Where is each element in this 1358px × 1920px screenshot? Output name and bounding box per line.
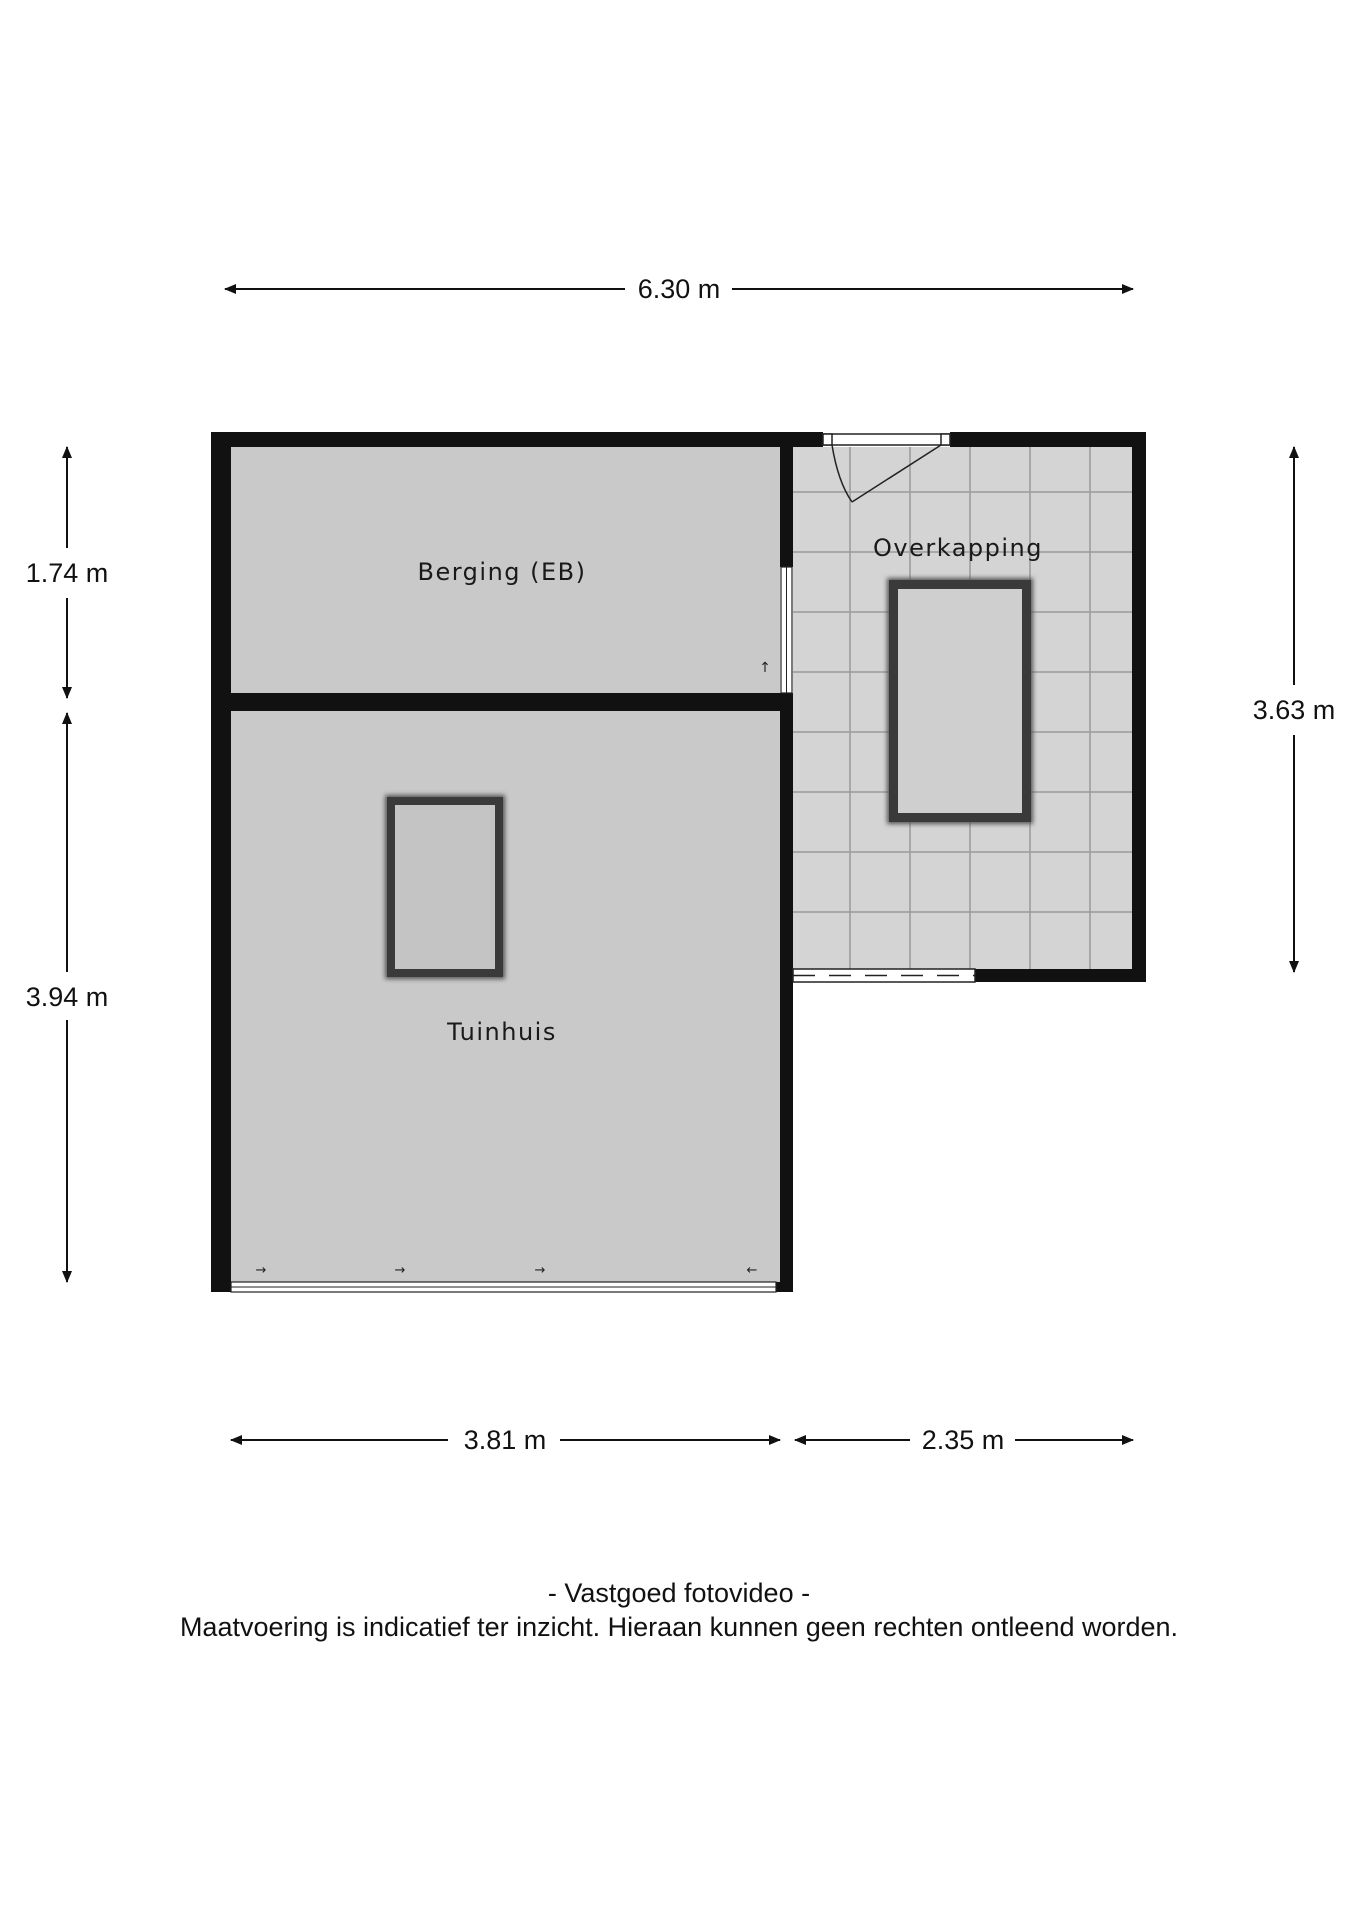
- arrow-right-icon: →: [394, 1263, 406, 1278]
- dimension-right-label: 3.63 m: [1252, 695, 1336, 725]
- dimension-left-upper-label: 1.74 m: [25, 558, 109, 588]
- arrow-left-icon: ←: [746, 1263, 758, 1278]
- arrow-right-icon: →: [534, 1263, 546, 1278]
- footer-disclaimer: Maatvoering is indicatief ter inzicht. Hieraan kunnen geen rechten ontleend worden.: [179, 1612, 1179, 1642]
- dimension-top-label: 6.30 m: [637, 274, 721, 304]
- arrow-up-icon: ↑: [759, 660, 771, 676]
- room-tuinhuis: [231, 711, 780, 1282]
- opening-overkapping-bottom: [793, 969, 975, 982]
- dimension-bottom-left-label: 3.81 m: [463, 1425, 547, 1455]
- room-label-overkapping: Overkapping: [873, 534, 1043, 562]
- arrow-right-icon: →: [255, 1263, 267, 1278]
- dimension-left-lower-label: 3.94 m: [25, 982, 109, 1012]
- dimension-left-upper: [26, 447, 109, 698]
- room-label-tuinhuis: Tuinhuis: [447, 1018, 557, 1046]
- dimension-bottom-left: [231, 1425, 780, 1455]
- dimension-top: [225, 274, 1133, 304]
- skylight-tuinhuis: [385, 795, 505, 979]
- skylight-overkapping: [887, 578, 1033, 824]
- footer-credit: - Vastgoed fotovideo -: [547, 1578, 811, 1608]
- dimension-left-lower: [26, 713, 109, 1282]
- room-label-berging: Berging (EB): [417, 558, 587, 586]
- dimension-bottom-right: [795, 1425, 1133, 1455]
- dimension-bottom-right-label: 2.35 m: [921, 1425, 1005, 1455]
- dimension-right: [1253, 447, 1336, 972]
